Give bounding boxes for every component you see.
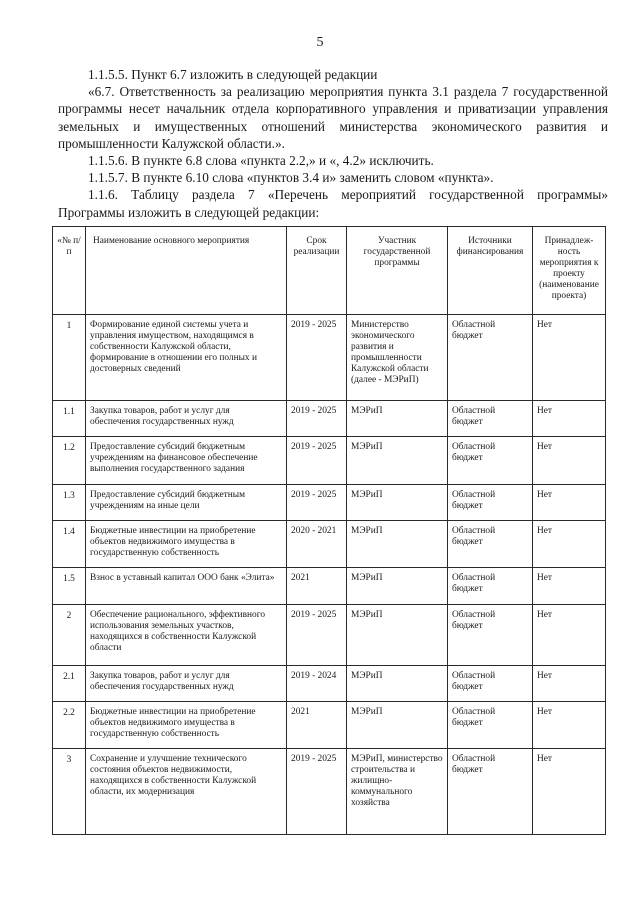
cell-number: 3	[53, 749, 86, 835]
cell-number: 1.2	[53, 437, 86, 485]
cell-participant: Министерство экономического развития и промышленности Калужской области (далее - МЭРиП)	[347, 315, 448, 401]
cell-measure: Бюджетные инвестиции на приобретение объектов недвижимого имущества в государственную собственность	[86, 702, 287, 749]
cell-measure: Взнос в уставный капитал ООО банк «Элита»	[86, 568, 287, 605]
cell-number: 1.4	[53, 521, 86, 568]
paragraph-1-1-5-7: 1.1.5.7. В пункте 6.10 слова «пунктов 3.4 и» заменить словом «пункта».	[88, 170, 494, 186]
cell-measure: Бюджетные инвестиции на приобретение объектов недвижимого имущества в государственную собственность	[86, 521, 287, 568]
cell-funding: Областной бюджет	[448, 749, 533, 835]
cell-participant: МЭРиП	[347, 401, 448, 437]
cell-project: Нет	[533, 521, 606, 568]
paragraph-1-1-6: 1.1.6. Таблицу раздела 7 «Перечень мероприятий государственной программы» Программы изложить в следующей редакции:	[58, 187, 608, 220]
header-period: Срок реализации	[287, 227, 347, 315]
cell-participant: МЭРиП	[347, 666, 448, 702]
cell-participant: МЭРиП	[347, 568, 448, 605]
cell-funding: Областной бюджет	[448, 666, 533, 702]
cell-funding: Областной бюджет	[448, 702, 533, 749]
cell-period: 2019 - 2025	[287, 437, 347, 485]
header-number: «№ п/п	[53, 227, 86, 315]
cell-measure: Предоставление субсидий бюджетным учреждениям на иные цели	[86, 485, 287, 521]
cell-project: Нет	[533, 666, 606, 702]
cell-participant: МЭРиП	[347, 437, 448, 485]
cell-measure: Формирование единой системы учета и управления имуществом, находящимся в собственности Калужской области, формирование в отношении его полных и достоверных сведений	[86, 315, 287, 401]
cell-period: 2021	[287, 702, 347, 749]
cell-measure: Сохранение и улучшение технического состояния объектов недвижимости, находящихся в собственности Калужской области, их модернизация	[86, 749, 287, 835]
cell-number: 1.5	[53, 568, 86, 605]
cell-measure: Обеспечение рационального, эффективного использования земельных участков, находящихся в собственности Калужской области	[86, 605, 287, 666]
cell-project: Нет	[533, 749, 606, 835]
cell-participant: МЭРиП	[347, 702, 448, 749]
table-row	[53, 437, 606, 485]
cell-project: Нет	[533, 401, 606, 437]
paragraph-1-1-5-6: 1.1.5.6. В пункте 6.8 слова «пункта 2.2,» и «, 4.2» исключить.	[88, 153, 434, 169]
header-project-affiliation: Принадлеж-ность мероприятия к проекту (наименование проекта)	[533, 227, 606, 315]
cell-participant: МЭРиП	[347, 605, 448, 666]
table-row	[53, 315, 606, 401]
cell-project: Нет	[533, 568, 606, 605]
table-row	[53, 485, 606, 521]
table-header-row	[53, 227, 606, 315]
page-number: 5	[316, 35, 324, 50]
cell-number: 2.2	[53, 702, 86, 749]
cell-period: 2019 - 2025	[287, 749, 347, 835]
table-row	[53, 521, 606, 568]
cell-funding: Областной бюджет	[448, 605, 533, 666]
cell-project: Нет	[533, 702, 606, 749]
cell-period: 2019 - 2025	[287, 401, 347, 437]
cell-project: Нет	[533, 485, 606, 521]
intro-text	[58, 66, 608, 221]
cell-period: 2021	[287, 568, 347, 605]
cell-project: Нет	[533, 437, 606, 485]
cell-period: 2019 - 2025	[287, 315, 347, 401]
header-participant: Участник государственной программы	[347, 227, 448, 315]
cell-number: 1.1	[53, 401, 86, 437]
paragraph-6-7-quote: «6.7. Ответственность за реализацию мероприятия пункта 3.1 раздела 7 государственной программы несет начальник отдела корпоративного управления и приватизации управления земельных и имущественных отношений министерства экономического развития и промышленности Калужской области.».	[58, 84, 608, 151]
measures-table	[52, 226, 606, 835]
table-row	[53, 702, 606, 749]
table-row	[53, 568, 606, 605]
cell-number: 1.3	[53, 485, 86, 521]
cell-period: 2019 - 2025	[287, 485, 347, 521]
cell-project: Нет	[533, 315, 606, 401]
cell-funding: Областной бюджет	[448, 521, 533, 568]
cell-period: 2019 - 2024	[287, 666, 347, 702]
cell-participant: МЭРиП, министерство строительства и жилищно-коммунального хозяйства	[347, 749, 448, 835]
header-funding-source: Источники финансирования	[448, 227, 533, 315]
cell-funding: Областной бюджет	[448, 437, 533, 485]
header-measure-name: Наименование основного мероприятия	[86, 227, 287, 315]
cell-participant: МЭРиП	[347, 521, 448, 568]
cell-number: 2	[53, 605, 86, 666]
table-row	[53, 401, 606, 437]
paragraph-1-1-5-5: 1.1.5.5. Пункт 6.7 изложить в следующей редакции	[88, 67, 378, 82]
cell-period: 2019 - 2025	[287, 605, 347, 666]
cell-period: 2020 - 2021	[287, 521, 347, 568]
cell-funding: Областной бюджет	[448, 568, 533, 605]
table-row	[53, 749, 606, 835]
cell-funding: Областной бюджет	[448, 485, 533, 521]
cell-number: 1	[53, 315, 86, 401]
cell-measure: Предоставление субсидий бюджетным учреждениям на финансовое обеспечение выполнения государственного задания	[86, 437, 287, 485]
cell-number: 2.1	[53, 666, 86, 702]
cell-funding: Областной бюджет	[448, 401, 533, 437]
table-row	[53, 605, 606, 666]
cell-measure: Закупка товаров, работ и услуг для обеспечения государственных нужд	[86, 666, 287, 702]
cell-funding: Областной бюджет	[448, 315, 533, 401]
table-row	[53, 666, 606, 702]
cell-measure: Закупка товаров, работ и услуг для обеспечения государственных нужд	[86, 401, 287, 437]
cell-participant: МЭРиП	[347, 485, 448, 521]
cell-project: Нет	[533, 605, 606, 666]
